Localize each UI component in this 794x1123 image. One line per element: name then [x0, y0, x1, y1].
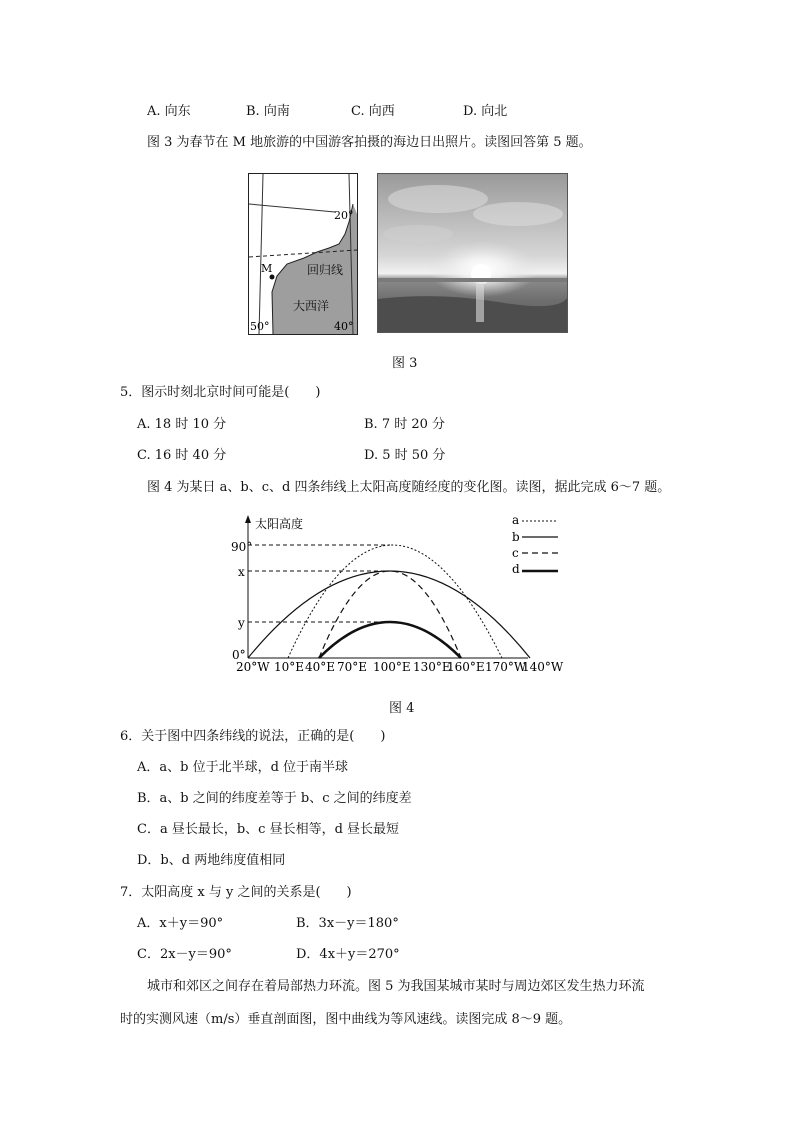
fig4-chart	[228, 512, 568, 676]
y-axis-label: 太阳高度	[255, 517, 304, 531]
beach	[378, 296, 567, 332]
curves	[248, 545, 530, 658]
y-axis-arrow	[245, 515, 251, 523]
y-tick-y: y	[238, 616, 245, 630]
x-tick: 130°E	[413, 660, 451, 674]
q5-option-a: A. 18 时 10 分	[137, 417, 227, 432]
sunrise-photo-drawing	[378, 174, 567, 332]
q6-stem: 6．关于图中四条纬线的说法，正确的是( )	[120, 729, 386, 744]
point-m-label: M	[261, 262, 273, 275]
fig4-caption: 图 4	[389, 701, 415, 716]
q6-option-c: C．a 昼长最长，b、c 昼长相等，d 昼长最短	[137, 822, 400, 837]
fig3-map	[248, 173, 358, 335]
legend-label-b: b	[512, 530, 520, 544]
x-tick: 40°E	[305, 660, 336, 674]
x-tick: 10°E	[274, 660, 305, 674]
fig5-intro-line2: 时的实测风速（m/s）垂直剖面图，图中曲线为等风速线。读图完成 8～9 题。	[120, 1012, 572, 1027]
q7-option-b: B．3x－y＝180°	[296, 916, 399, 931]
x-tick: 160°E	[447, 660, 485, 674]
q4-options	[147, 104, 547, 120]
x-tick: 100°E	[373, 660, 411, 674]
y-tick-x: x	[238, 565, 245, 579]
q5-option-c: C. 16 时 40 分	[137, 448, 227, 463]
q7-option-a: A．x＋y＝90°	[137, 916, 224, 931]
y-tick-0: 0°	[232, 648, 246, 662]
lon-40-label: 40°	[334, 320, 354, 333]
legend-label-a: a	[512, 513, 520, 527]
tropic-label: 回归线	[307, 263, 344, 277]
sun-reflection	[476, 282, 484, 322]
q4-option-b: B. 向南	[246, 104, 290, 119]
horizon	[378, 278, 567, 282]
lon-50-label: 50°	[250, 320, 270, 333]
cloud	[473, 202, 563, 226]
ocean-label: 大西洋	[293, 299, 330, 313]
x-tick-labels	[236, 660, 564, 674]
curve-b	[248, 571, 530, 658]
legend-label-c: c	[512, 546, 519, 560]
q7-option-c: C．2x－y＝90°	[137, 947, 232, 962]
y-tick-90: 90°	[231, 540, 253, 554]
q4-option-d: D. 向北	[463, 104, 508, 119]
legend-label-d: d	[512, 562, 520, 576]
fig3-caption: 图 3	[392, 356, 418, 371]
point-m-marker	[270, 275, 275, 280]
lat-20-label: 20°	[334, 209, 354, 222]
longitude-line-50	[259, 174, 263, 334]
fig4-intro: 图 4 为某日 a、b、c、d 四条纬线上太阳高度随经度的变化图。读图，据此完成 6～7 题。	[147, 480, 671, 495]
q6-option-b: B．a、b 之间的纬度差等于 b、c 之间的纬度差	[137, 791, 412, 806]
cloud	[388, 185, 488, 213]
q4-option-a: A. 向东	[147, 104, 191, 119]
q6-option-d: D．b、d 两地纬度值相同	[137, 853, 286, 868]
q7-option-d: D．4x＋y＝270°	[296, 947, 400, 962]
q7-stem: 7．太阳高度 x 与 y 之间的关系是( )	[120, 885, 352, 900]
q5-option-d: D. 5 时 50 分	[364, 448, 446, 463]
cloud	[383, 225, 453, 243]
x-tick: 140°W	[522, 660, 564, 674]
curve-a	[288, 545, 502, 658]
sunrise-photo	[377, 173, 568, 333]
curve-c	[319, 571, 461, 658]
legend	[512, 513, 558, 576]
x-tick: 20°W	[236, 660, 270, 674]
q5-stem: 5．图示时刻北京时间可能是( )	[120, 385, 321, 400]
x-tick: 170°W	[485, 660, 527, 674]
x-tick: 70°E	[337, 660, 368, 674]
q5-option-b: B. 7 时 20 分	[364, 417, 446, 432]
q4-option-c: C. 向西	[351, 104, 395, 119]
fig5-intro-line1: 城市和郊区之间存在着局部热力环流。图 5 为我国某城市某时与周边郊区发生热力环流	[147, 979, 645, 994]
fig3-map-drawing	[249, 174, 357, 334]
q6-option-a: A．a、b 位于北半球，d 位于南半球	[137, 760, 349, 775]
fig3-intro: 图 3 为春节在 M 地旅游的中国游客拍摄的海边日出照片。读图回答第 5 题。	[147, 135, 592, 150]
curve-d	[319, 622, 461, 658]
